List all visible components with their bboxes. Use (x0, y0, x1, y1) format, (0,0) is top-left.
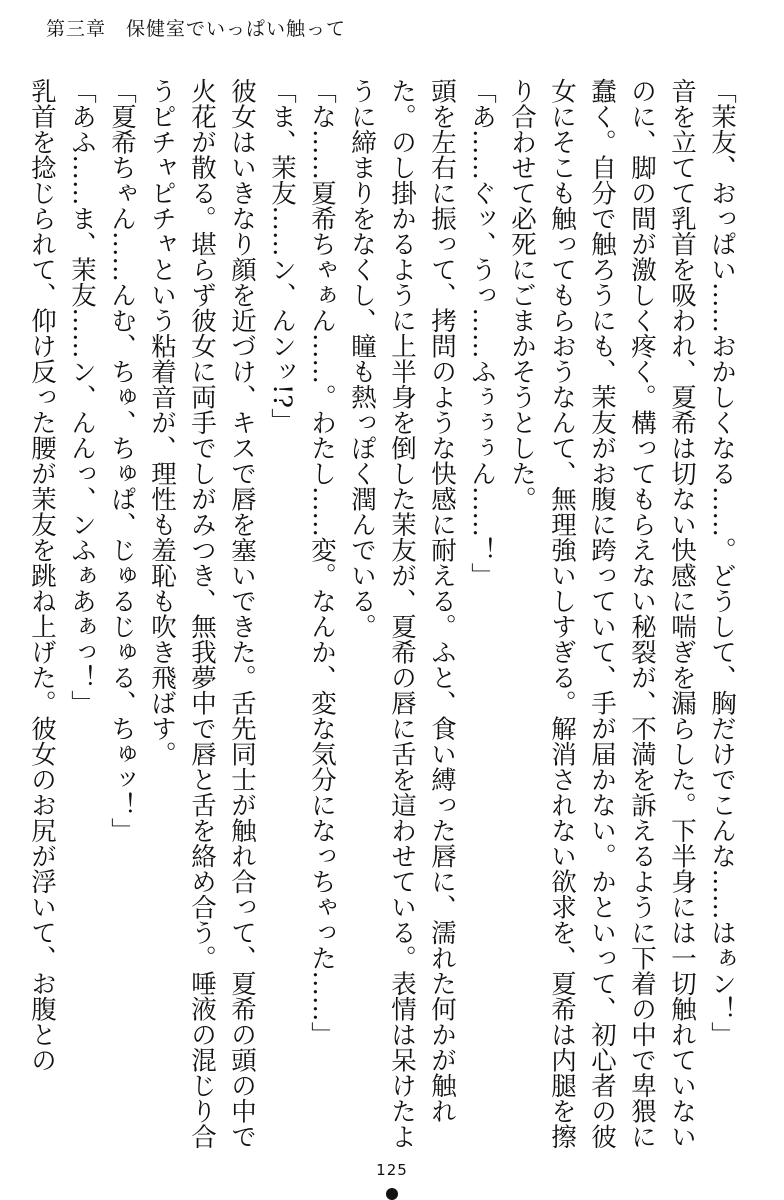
narration-paragraph: 音を立てて乳首を吸われ、夏希は切ない快感に喘ぎを漏らした。下半身には一切触れていないのに、脚の間が激しく疼く。構ってもらえない秘裂が、不満を訴えるように下着の中で卑猥に蠢く。自分で触ろうにも、茉友がお腹に跨っていて、手が届かない。かといって、初心者の彼女にそこも触ってもらおうなんて、無理強いしすぎる。解消されない欲求を、夏希は内腿を擦り合わせて必死にごまかそうとした。 (507, 78, 697, 1149)
chapter-header: 第三章 保健室でいっぱい触って (46, 18, 347, 40)
page-marker-dot (386, 1188, 398, 1200)
narration-paragraph: 乳首を捻じられて、仰け反った腰が茉友を跳ね上げた。彼女のお尻が浮いて、お腹との (27, 78, 57, 1073)
body-text (27, 78, 742, 1158)
dialogue-line: 「あふ……ま、茉友……ン、んんっ、ンふぁあぁっ！」 (67, 78, 97, 716)
narration-paragraph: 彼女はいきなり顔を近づけ、キスで唇を塞いできた。舌先同士が触れ合って、夏希の頭の中で火花が散る。堪らず彼女に両手でしがみつき、無我夢中で唇と舌を絡め合う。唾液の混じり合うピチャピチャという粘着音が、理性も羞恥も吹き飛ばす。 (147, 78, 257, 1149)
page-number: 125 (376, 1161, 408, 1179)
dialogue-line: 「ま、茉友……ン、んンッ!?」 (267, 78, 297, 434)
dialogue-line: 「茉友、おっぱい……おかしくなる……。どうして、胸だけでこんな……はぁン！」 (707, 78, 737, 1047)
narration-paragraph: 頭を左右に振って、拷問のような快感に耐える。ふと、食い縛った唇に、濡れた何かが触れた。のし掛かるように上半身を倒した茉友が、夏希の唇に舌を這わせている。表情は呆けたように締まりをなくし、瞳も熱っぽく潤んでいる。 (347, 78, 457, 1149)
dialogue-line: 「夏希ちゃん……んむ、ちゅ、ちゅぱ、じゅるじゅる、ちゅッ！」 (107, 78, 137, 843)
dialogue-line: 「な……夏希ちゃぁん……。わたし……変。なんか、変な気分になっちゃった……」 (307, 78, 337, 1047)
dialogue-line: 「あ……ぐッ、うっ……ふぅぅぅん……！」 (467, 78, 497, 588)
